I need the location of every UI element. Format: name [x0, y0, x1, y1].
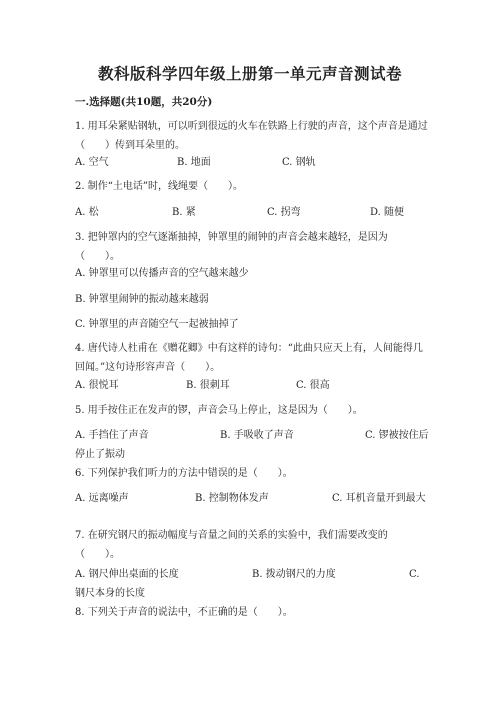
question-3-option-b: B. 钟罩里闹钟的振动越来越弱: [75, 294, 209, 305]
question-6-option-c: C. 耳机音量开到最大: [332, 493, 426, 504]
question-6-option-a: A. 远离噪声: [75, 493, 129, 504]
question-2-stem: 2. 制作“土电话”时，线绳要（ ）。: [75, 181, 243, 192]
question-1-option-b: B. 地面: [177, 157, 211, 168]
question-2-option-d: D. 随便: [370, 207, 405, 218]
exam-title: 教科版科学四年级上册第一单元声音测试卷: [97, 64, 402, 83]
question-5-option-c: C. 锣被按住后停止了振动: [75, 430, 429, 460]
question-1-option-a: A. 空气: [75, 157, 109, 168]
question-7-option-c: C. 钢尺本身的长度: [75, 569, 420, 599]
question-5-stem: 5. 用手按住正在发声的锣，声音会马上停止，这是因为（ ）。: [75, 405, 363, 416]
question-4-option-a: A. 很悦耳: [75, 380, 119, 391]
section-heading: 一.选择题(共10题，共20分): [75, 96, 213, 108]
question-7-stem: 7. 在研究钢尺的振动幅度与音量之间的关系的实验中，我们需要改变的（ ）。: [75, 530, 388, 560]
question-1-stem: 1. 用耳朵紧贴钢轨，可以听到很远的火车在铁路上行驶的声音，这个声音是通过（ ）传到耳朵里的。: [75, 121, 428, 151]
question-6-stem: 6. 下列保护我们听力的方法中错误的是（ ）。: [75, 468, 293, 479]
question-4-option-c: C. 很高: [296, 380, 330, 391]
question-8-stem: 8. 下列关于声音的说法中，不正确的是（ ）。: [75, 607, 293, 618]
question-3-option-a: A. 钟罩里可以传播声音的空气越来越少: [75, 268, 249, 279]
question-1-option-c: C. 钢轨: [282, 157, 316, 168]
question-5-option-b: B. 手吸收了声音: [220, 430, 294, 441]
question-6-option-b: B. 控制物体发声: [195, 493, 269, 504]
question-4-stem: 4. 唐代诗人杜甫在《赠花卿》中有这样的诗句：“此曲只应天上有，人间能得几回闻。”这句诗形容声音（ ）。: [75, 343, 423, 373]
question-2-option-b: B. 紧: [172, 207, 196, 218]
question-2-option-c: C. 拐弯: [267, 207, 301, 218]
question-5-option-a: A. 手挡住了声音: [75, 430, 149, 441]
question-2-option-a: A. 松: [75, 207, 99, 218]
question-7-option-b: B. 拨动钢尺的力度: [252, 569, 336, 580]
question-7-option-a: A. 钢尺伸出桌面的长度: [75, 569, 179, 580]
question-3-stem: 3. 把钟罩内的空气逐渐抽掉，钟罩里的闹钟的声音会越来越轻，是因为（ ）。: [75, 232, 388, 262]
question-3-option-c: C. 钟罩里的声音随空气一起被抽掉了: [75, 319, 239, 330]
question-4-option-b: B. 很刺耳: [186, 380, 230, 391]
